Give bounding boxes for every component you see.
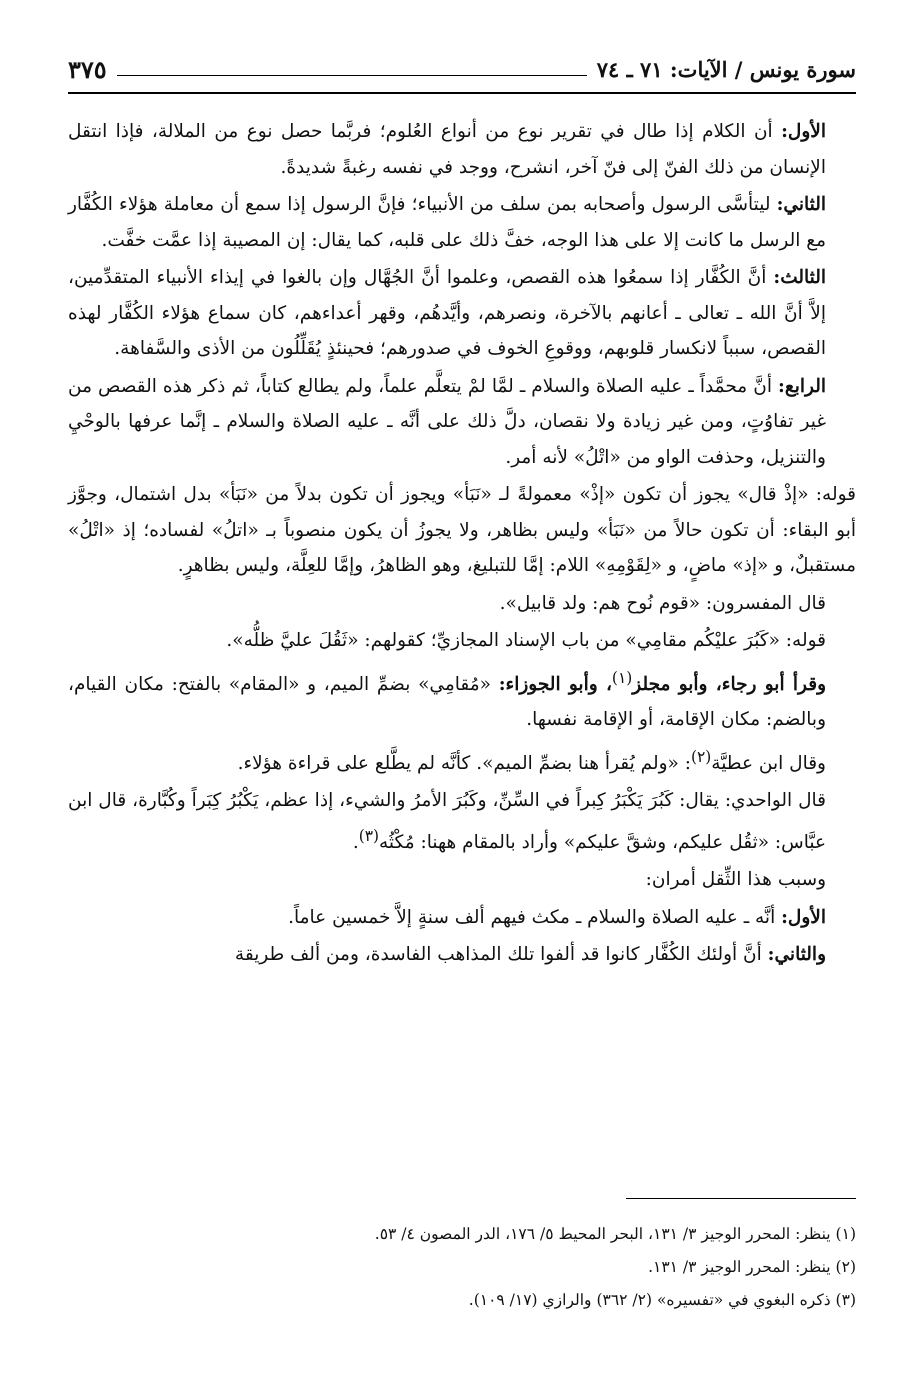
reciters-names-more: ، وأبو الجوزاء: [498, 673, 612, 695]
paragraph-first [68, 114, 856, 185]
reason-text: أنَّ أولئك الكُفَّار كانوا قد ألفوا تلك المذاهب الفاسدة، ومن ألف طريقة [234, 944, 768, 966]
paragraph-lead: الرابع: [778, 375, 826, 397]
reason-lead: والثاني: [767, 944, 826, 966]
paragraph-text: أن الكلام إذا طال في تقرير نوع من أنواع العُلوم؛ فربَّما حصل نوع من الملالة، فإذا انتقل الإنسان من ذلك الفنّ إلى فنّ آخر، انشرح، ووجد في نفسه رغبةً شديدةً. [68, 121, 826, 178]
running-header [68, 44, 856, 94]
reason-text: أنَّه ـ عليه الصلاة والسلام ـ مكث فيهم ألف سنةٍ إلاَّ خمسين عاماً. [288, 906, 782, 928]
main-text [68, 114, 856, 975]
paragraph-text: أنَّ الكُفَّار إذا سمعُوا هذه القصص، وعلموا أنَّ الجُهَّال وإن بالغوا في إيذاء الأنبياء المتقدِّمين، إلاَّ أنَّ الله ـ تعالى ـ أعانهم بالآخرة، ونصرهم، وأيَّدهُم، وقهر أعداءهم، كان سماع هؤلاء الكُفَّار لهذه القصص، سبباً لانكسار قلوبهم، ووقوعِ الخوف في صدورهم؛ فحينئذٍ يُقَلِّلُون من الأذى والسَّفاهة. [68, 267, 826, 359]
wahidi-text: قال الواحدي: يقال: كَبُرَ يَكْبَرُ كِبراً في السِّنِّ، وكَبُرَ الأمرُ والشيء، إذا عظم، يَكْبُرُ كِبَراً وكُبَّارة، قال ابن عبَّاس: «ثقُل عليكم، وشقَّ عليكم» وأراد بالمقام ههنا: مُكْثُه [68, 790, 826, 853]
footnote-divider [626, 1198, 856, 1199]
footnote-ref: (٣) [358, 826, 380, 845]
commentary-qiraa [68, 661, 856, 738]
footnotes [68, 1218, 856, 1317]
commentary-wahidi [68, 783, 856, 860]
qiraa-text: «مُقامِي» بضمِّ الميم، و «المقام» بالفتح: مكان القيام، وبالضم: مكان الإقامة، أو الإقامة نفسها. [68, 673, 826, 731]
paragraph-lead: الأول: [781, 121, 826, 142]
header-title: سورة يونس / الآيات: ٧١ ـ ٧٤ [596, 56, 856, 82]
footnote-2: (٢) ينظر: المحرر الوجيز ٣/ ١٣١. [648, 1258, 856, 1276]
reason-lead: الأول: [781, 906, 826, 928]
footnote-ref: (٢) [690, 747, 712, 766]
paragraph-lead: الثاني: [776, 194, 826, 215]
footnote-ref: (١) [611, 668, 633, 687]
reason-first [68, 900, 856, 936]
commentary-mufassirun: قال المفسرون: «قوم نُوح هم: ولد قابيل». [499, 592, 826, 614]
paragraph-third [68, 260, 856, 367]
ibn-atiyya-quote: : «ولم يُقرأ هنا بضمِّ الميم». كأنَّه لم يطَّلع على قراءة هؤلاء. [237, 752, 691, 774]
header-rule [117, 75, 587, 76]
paragraph-second [68, 187, 856, 258]
header-divider [68, 92, 856, 94]
paragraph-lead: الثالث: [773, 267, 826, 288]
period: . [352, 831, 359, 853]
commentary-sabab: وسبب هذا الثِّقل أمران: [645, 869, 826, 891]
ibn-atiyya-text: وقال ابن عطيَّة [711, 752, 826, 774]
paragraph-fourth [68, 369, 856, 476]
page-number: ٣٧٥ [68, 54, 107, 84]
paragraph-text: ليتأسَّى الرسول وأصحابه بمن سلف من الأنبياء؛ فإنَّ الرسول إذا سمع أن معاملة هؤلاء الكُفَّار مع الرسل ما كانت إلا على هذا الوجه، خفَّ ذلك على قلبه، كما يقال: إن المصيبة إذا عمَّت خفَّت. [68, 194, 826, 251]
footnote-1: (١) ينظر: المحرر الوجيز ٣/ ١٣١، البحر المحيط ٥/ ١٧٦، الدر المصون ٤/ ٥٣. [374, 1225, 856, 1243]
footnote-3: (٣) ذكره البغوي في «تفسيره» (٢/ ٣٦٢) والرازي (١٧/ ١٠٩). [468, 1291, 856, 1309]
commentary-kabura: قوله: «كَبُرَ عليْكُم مقامِي» من باب الإسناد المجازيِّ؛ كقولهم: «ثَقُلَ عليَّ ظلُّه». [226, 630, 826, 651]
reason-second [68, 937, 856, 973]
commentary-ibn-atiyya [68, 740, 856, 782]
commentary-idh-qala: قوله: «إذْ قال» يجوز أن تكون «إذْ» معمولةً لـ «نَبَأ» ويجوز أن تكون بدلاً من «نَبَأ» بدل اشتمال، وجوَّز أبو البقاء: أن تكون حالاً من «نَبَأ» وليس بظاهر، ولا يجوزُ أن يكون منصوباً بـ «اتلُ» لفساده؛ إذ «اتْلُ» مستقبلٌ، و «إذ» ماضٍ، و «لِقَوْمِهِ» اللام: إمَّا للتبليغ، وهو الظاهرُ، وإمَّا للعِلَّة، وليس بظاهرٍ. [68, 484, 856, 576]
paragraph-text: أنَّ محمَّداً ـ عليه الصلاة والسلام ـ لمَّا لمْ يتعلَّم علماً، ولم يطالع كتاباً، ثم ذكر هذه القصص من غير تفاوُتٍ، ومن غير زيادة ولا نقصان، دلَّ ذلك على أنَّه ـ عليه الصلاة والسلام ـ إنَّما عرفها بالوحْيِ والتنزيل، وحذفت الواو من «اتْلُ» لأنه أمر. [68, 375, 826, 468]
reciters-names: وقرأ أبو رجاء، وأبو مجلز [632, 673, 827, 695]
